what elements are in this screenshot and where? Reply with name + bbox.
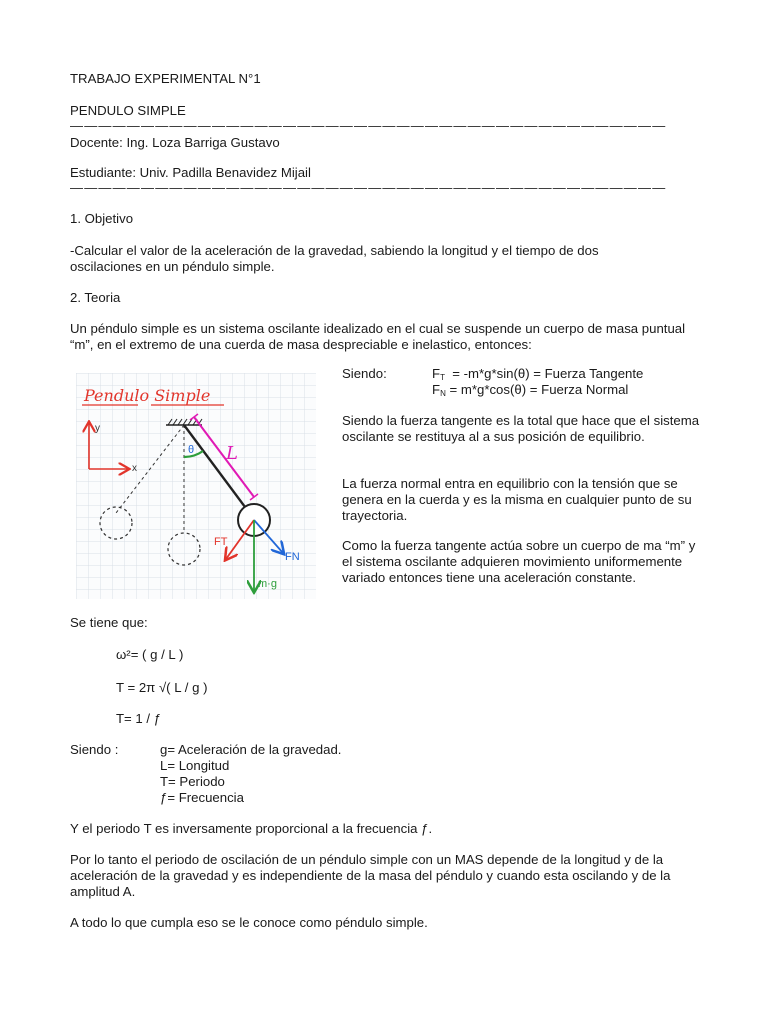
- definition-g: g= Aceleración de la gravedad.: [160, 742, 342, 757]
- fn-symbol: F: [432, 382, 441, 397]
- label-fn: FN: [285, 551, 300, 563]
- divider-line: ——————————————————————————————————————————: [70, 180, 667, 195]
- label-ft: FT: [214, 536, 228, 548]
- paragraph-mruv: Como la fuerza tangente actúa sobre un cuerpo de ma “m” y el sistema oscilante adquieren movimiento uniformemente variado entonces tiene una aceleración constante.: [342, 538, 696, 585]
- objetivo-heading: 1. Objetivo: [70, 211, 134, 226]
- definition-f: ƒ= Frecuencia: [160, 790, 244, 805]
- label-mg: m·g: [258, 578, 277, 590]
- label-length: L: [226, 443, 238, 464]
- docente-line: Docente: Ing. Loza Barriga Gustavo: [70, 135, 280, 150]
- pendulum-figure: [76, 373, 316, 599]
- fn-formula: = m*g*cos(θ) = Fuerza Normal: [449, 382, 629, 397]
- teoria-heading: 2. Teoria: [70, 290, 121, 305]
- label-theta: θ: [188, 444, 195, 456]
- ft-symbol: F: [432, 366, 441, 381]
- paragraph-tangente: Siendo la fuerza tangente es la total que hace que el sistema oscilante se restituya al a sus posición de equilibrio.: [342, 413, 700, 444]
- ft-formula: = -m*g*sin(θ) = Fuerza Tangente: [452, 366, 644, 381]
- equation-frequency: T= 1 / ƒ: [116, 711, 162, 726]
- ft-subscript: T: [440, 373, 445, 382]
- label-y: y: [95, 423, 100, 434]
- definition-L: L= Longitud: [160, 758, 230, 773]
- objetivo-text: -Calcular el valor de la aceleración de la gravedad, sabiendo la longitud y el tiempo de dos oscilaciones en un péndulo simple.: [70, 243, 599, 274]
- paragraph-periodo: Y el periodo T es inversamente proporcional a la frecuencia ƒ.: [70, 821, 433, 836]
- siendo-label: Siendo:: [342, 366, 387, 381]
- siendo2-label: Siendo :: [70, 742, 119, 757]
- paragraph-final: A todo lo que cumpla eso se le conoce como péndulo simple.: [70, 915, 428, 930]
- paragraph-conclusion: Por lo tanto el periodo de oscilación de un péndulo simple con un MAS depende de la longitud y de la aceleración de la gravedad y es independiente de la masa del péndulo y cuando esta oscilando y de la amplitud A.: [70, 852, 671, 899]
- fn-formula-line: [432, 382, 702, 400]
- label-x: x: [132, 463, 137, 474]
- document-subtitle: PENDULO SIMPLE: [70, 103, 186, 118]
- teoria-intro: Un péndulo simple es un sistema oscilante idealizado en el cual se suspende un cuerpo de masa puntual “m”, en el extremo de una cuerda de masa despreciable e inelastico, entonces:: [70, 321, 686, 352]
- document-title: TRABAJO EXPERIMENTAL N°1: [70, 71, 261, 86]
- equation-period: T = 2π √( L / g ): [116, 680, 208, 695]
- figure-title: Pendulo Simple: [84, 386, 211, 405]
- paragraph-normal: La fuerza normal entra en equilibrio con la tensión que se genera en la cuerda y es la misma en cualquier punto de su trayectoria.: [342, 476, 692, 523]
- equation-omega: ω²= ( g / L ): [116, 647, 184, 662]
- divider-line: ——————————————————————————————————————————: [70, 118, 667, 133]
- fn-subscript: N: [440, 389, 446, 398]
- definition-T: T= Periodo: [160, 774, 225, 789]
- estudiante-line: Estudiante: Univ. Padilla Benavidez Mijail: [70, 165, 311, 180]
- se-tiene-line: Se tiene que:: [70, 615, 148, 630]
